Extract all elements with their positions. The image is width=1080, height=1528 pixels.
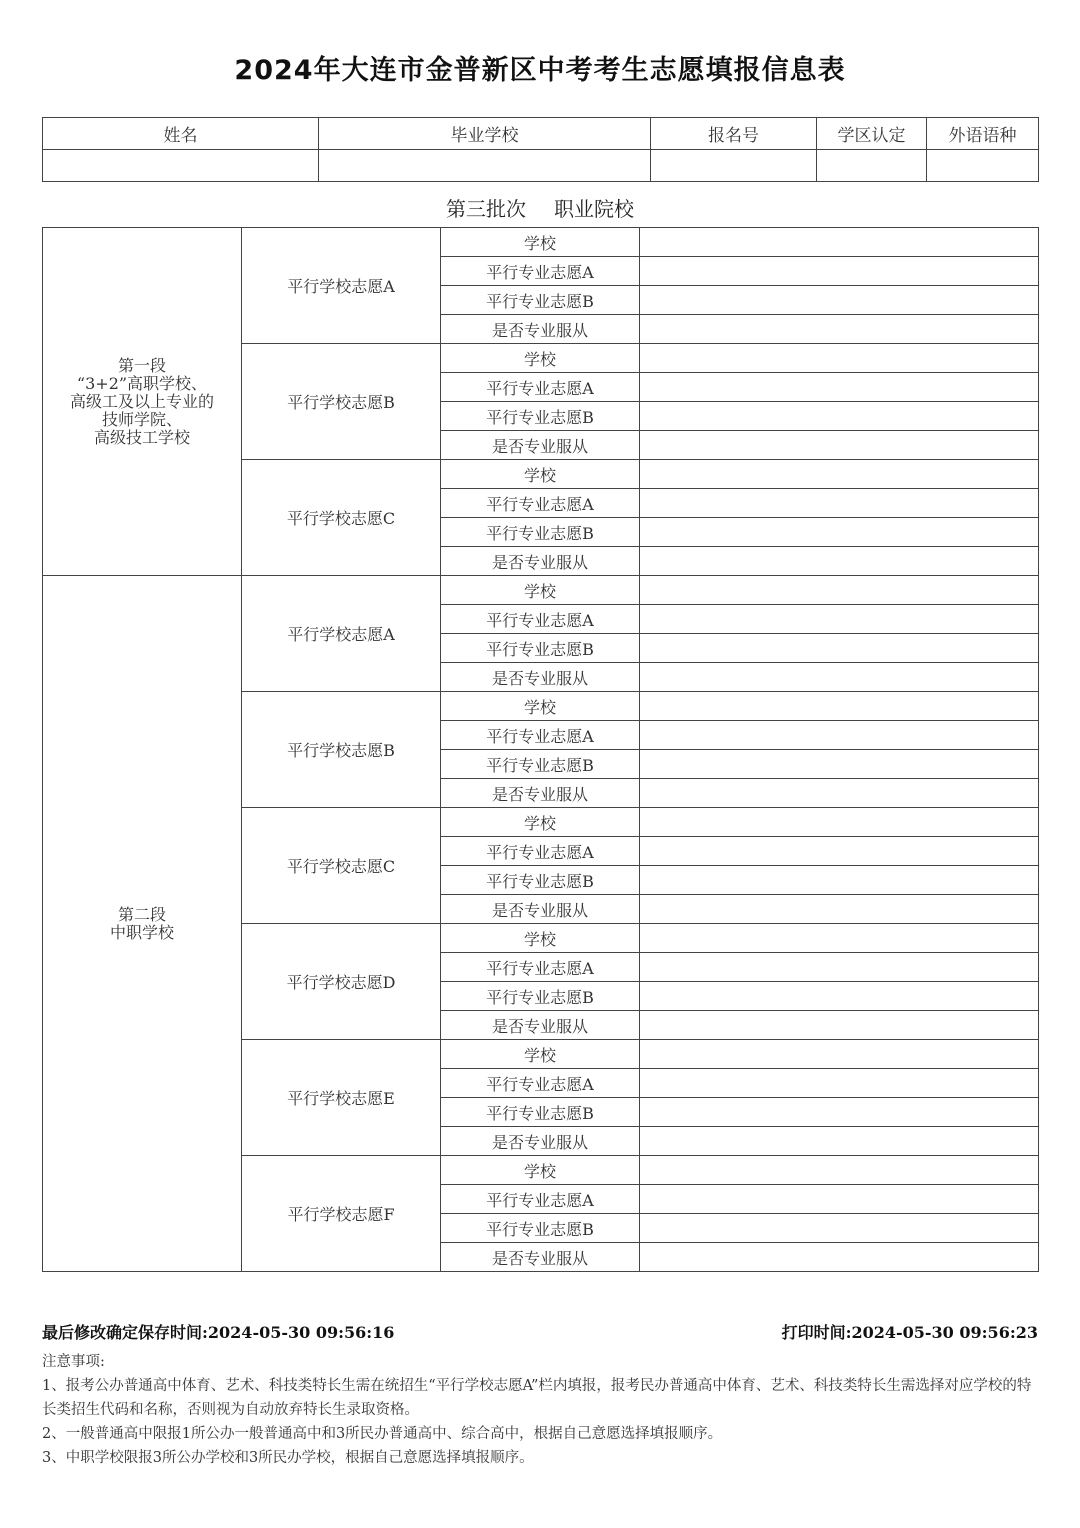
segment-label-line: 技师学院、 <box>101 409 182 429</box>
field-value[interactable] <box>640 518 1039 547</box>
wish-table <box>42 227 1039 1272</box>
header-language: 外语语种 <box>927 118 1039 150</box>
field-value[interactable] <box>640 257 1039 286</box>
field-value[interactable] <box>640 1069 1039 1098</box>
field-label: 学校 <box>441 228 640 257</box>
segment-label-line: “3+2”高职学校、 <box>76 373 208 393</box>
field-label: 是否专业服从 <box>441 1127 640 1156</box>
field-label: 平行专业志愿A <box>441 1185 640 1214</box>
student-info-table <box>42 117 1039 182</box>
field-label: 平行专业志愿B <box>441 518 640 547</box>
field-label: 是否专业服从 <box>441 895 640 924</box>
field-value[interactable] <box>640 605 1039 634</box>
field-label: 平行专业志愿A <box>441 837 640 866</box>
school-group-label: 平行学校志愿E <box>242 1040 441 1156</box>
field-value[interactable] <box>640 431 1039 460</box>
field-label: 是否专业服从 <box>441 663 640 692</box>
school-group-label: 平行学校志愿D <box>242 924 441 1040</box>
wish-row <box>43 576 1039 605</box>
value-reg-number[interactable] <box>651 150 817 182</box>
value-district[interactable] <box>817 150 927 182</box>
field-value[interactable] <box>640 286 1039 315</box>
field-label: 平行专业志愿A <box>441 257 640 286</box>
batch-type: 职业院校 <box>554 197 634 221</box>
school-group-label: 平行学校志愿A <box>242 228 441 344</box>
field-value[interactable] <box>640 779 1039 808</box>
field-value[interactable] <box>640 866 1039 895</box>
value-language[interactable] <box>927 150 1039 182</box>
batch-heading <box>0 193 1080 222</box>
field-value[interactable] <box>640 1214 1039 1243</box>
field-label: 平行专业志愿A <box>441 489 640 518</box>
school-group-label: 平行学校志愿C <box>242 460 441 576</box>
field-value[interactable] <box>640 344 1039 373</box>
field-label: 是否专业服从 <box>441 1243 640 1272</box>
field-value[interactable] <box>640 1156 1039 1185</box>
field-label: 学校 <box>441 344 640 373</box>
segment-label-line: 高级工及以上专业的 <box>69 391 214 411</box>
field-label: 是否专业服从 <box>441 1011 640 1040</box>
field-value[interactable] <box>640 808 1039 837</box>
field-label: 平行专业志愿B <box>441 402 640 431</box>
field-value[interactable] <box>640 315 1039 344</box>
segment-label-line: 高级技工学校 <box>93 427 190 447</box>
school-group-label: 平行学校志愿A <box>242 576 441 692</box>
field-value[interactable] <box>640 663 1039 692</box>
field-label: 平行专业志愿B <box>441 634 640 663</box>
field-value[interactable] <box>640 547 1039 576</box>
field-value[interactable] <box>640 489 1039 518</box>
note-item: 3、中职学校限报3所公办学校和3所民办学校，根据自己意愿选择填报顺序。 <box>42 1450 534 1466</box>
field-label: 平行专业志愿A <box>441 953 640 982</box>
segment-label-line: 中职学校 <box>109 922 174 942</box>
field-value[interactable] <box>640 1098 1039 1127</box>
header-name: 姓名 <box>43 118 319 150</box>
note-item: 1、报考公办普通高中体育、艺术、科技类特长生需在统招生“平行学校志愿A”栏内填报，报考民办普通高中体育、艺术、科技类特长生需选择对应学校的特长类招生代码和名称，否则视为自动放弃特长生录取资格。 <box>42 1378 1032 1418</box>
field-value[interactable] <box>640 837 1039 866</box>
field-label: 平行专业志愿B <box>441 1098 640 1127</box>
field-label: 平行专业志愿A <box>441 373 640 402</box>
field-label: 是否专业服从 <box>441 315 640 344</box>
page-title: 2024年大连市金普新区中考考生志愿填报信息表 <box>234 55 846 86</box>
print-time: 打印时间:2024-05-30 09:56:23 <box>781 1323 1038 1342</box>
segment-label-line: 第二段 <box>117 904 166 924</box>
field-label: 学校 <box>441 924 640 953</box>
school-group-label: 平行学校志愿B <box>242 692 441 808</box>
field-label: 平行专业志愿B <box>441 982 640 1011</box>
field-value[interactable] <box>640 750 1039 779</box>
field-label: 平行专业志愿B <box>441 866 640 895</box>
field-value[interactable] <box>640 924 1039 953</box>
field-label: 平行专业志愿B <box>441 286 640 315</box>
wish-row <box>43 228 1039 257</box>
field-value[interactable] <box>640 402 1039 431</box>
field-value[interactable] <box>640 692 1039 721</box>
value-name[interactable] <box>43 150 319 182</box>
field-value[interactable] <box>640 634 1039 663</box>
header-reg-number: 报名号 <box>651 118 817 150</box>
field-value[interactable] <box>640 1127 1039 1156</box>
field-label: 是否专业服从 <box>441 431 640 460</box>
segment-label <box>43 228 242 576</box>
field-value[interactable] <box>640 1011 1039 1040</box>
field-label: 平行专业志愿B <box>441 750 640 779</box>
school-group-label: 平行学校志愿B <box>242 344 441 460</box>
field-label: 平行专业志愿B <box>441 1214 640 1243</box>
field-value[interactable] <box>640 1243 1039 1272</box>
school-group-label: 平行学校志愿C <box>242 808 441 924</box>
field-value[interactable] <box>640 895 1039 924</box>
value-school[interactable] <box>319 150 651 182</box>
field-value[interactable] <box>640 721 1039 750</box>
field-value[interactable] <box>640 576 1039 605</box>
field-label: 平行专业志愿A <box>441 721 640 750</box>
field-value[interactable] <box>640 1185 1039 1214</box>
field-value[interactable] <box>640 373 1039 402</box>
field-label: 学校 <box>441 460 640 489</box>
field-value[interactable] <box>640 228 1039 257</box>
note-item: 2、一般普通高中限报1所公办一般普通高中和3所民办普通高中、综合高中，根据自己意愿选择填报顺序。 <box>42 1426 723 1442</box>
field-value[interactable] <box>640 460 1039 489</box>
segment-label <box>43 576 242 1272</box>
field-label: 是否专业服从 <box>441 547 640 576</box>
field-label: 学校 <box>441 1040 640 1069</box>
field-label: 学校 <box>441 576 640 605</box>
saved-time: 最后修改确定保存时间:2024-05-30 09:56:16 <box>42 1323 395 1342</box>
field-label: 学校 <box>441 692 640 721</box>
field-label: 学校 <box>441 808 640 837</box>
header-school: 毕业学校 <box>319 118 651 150</box>
field-value[interactable] <box>640 982 1039 1011</box>
segment-label-line: 第一段 <box>117 355 166 375</box>
field-value[interactable] <box>640 953 1039 982</box>
batch-name: 第三批次 <box>446 197 526 221</box>
header-district: 学区认定 <box>817 118 927 150</box>
field-label: 是否专业服从 <box>441 779 640 808</box>
notes <box>42 1350 1042 1470</box>
field-label: 平行专业志愿A <box>441 1069 640 1098</box>
notes-heading: 注意事项: <box>42 1354 105 1370</box>
field-value[interactable] <box>640 1040 1039 1069</box>
school-group-label: 平行学校志愿F <box>242 1156 441 1272</box>
field-label: 学校 <box>441 1156 640 1185</box>
field-label: 平行专业志愿A <box>441 605 640 634</box>
